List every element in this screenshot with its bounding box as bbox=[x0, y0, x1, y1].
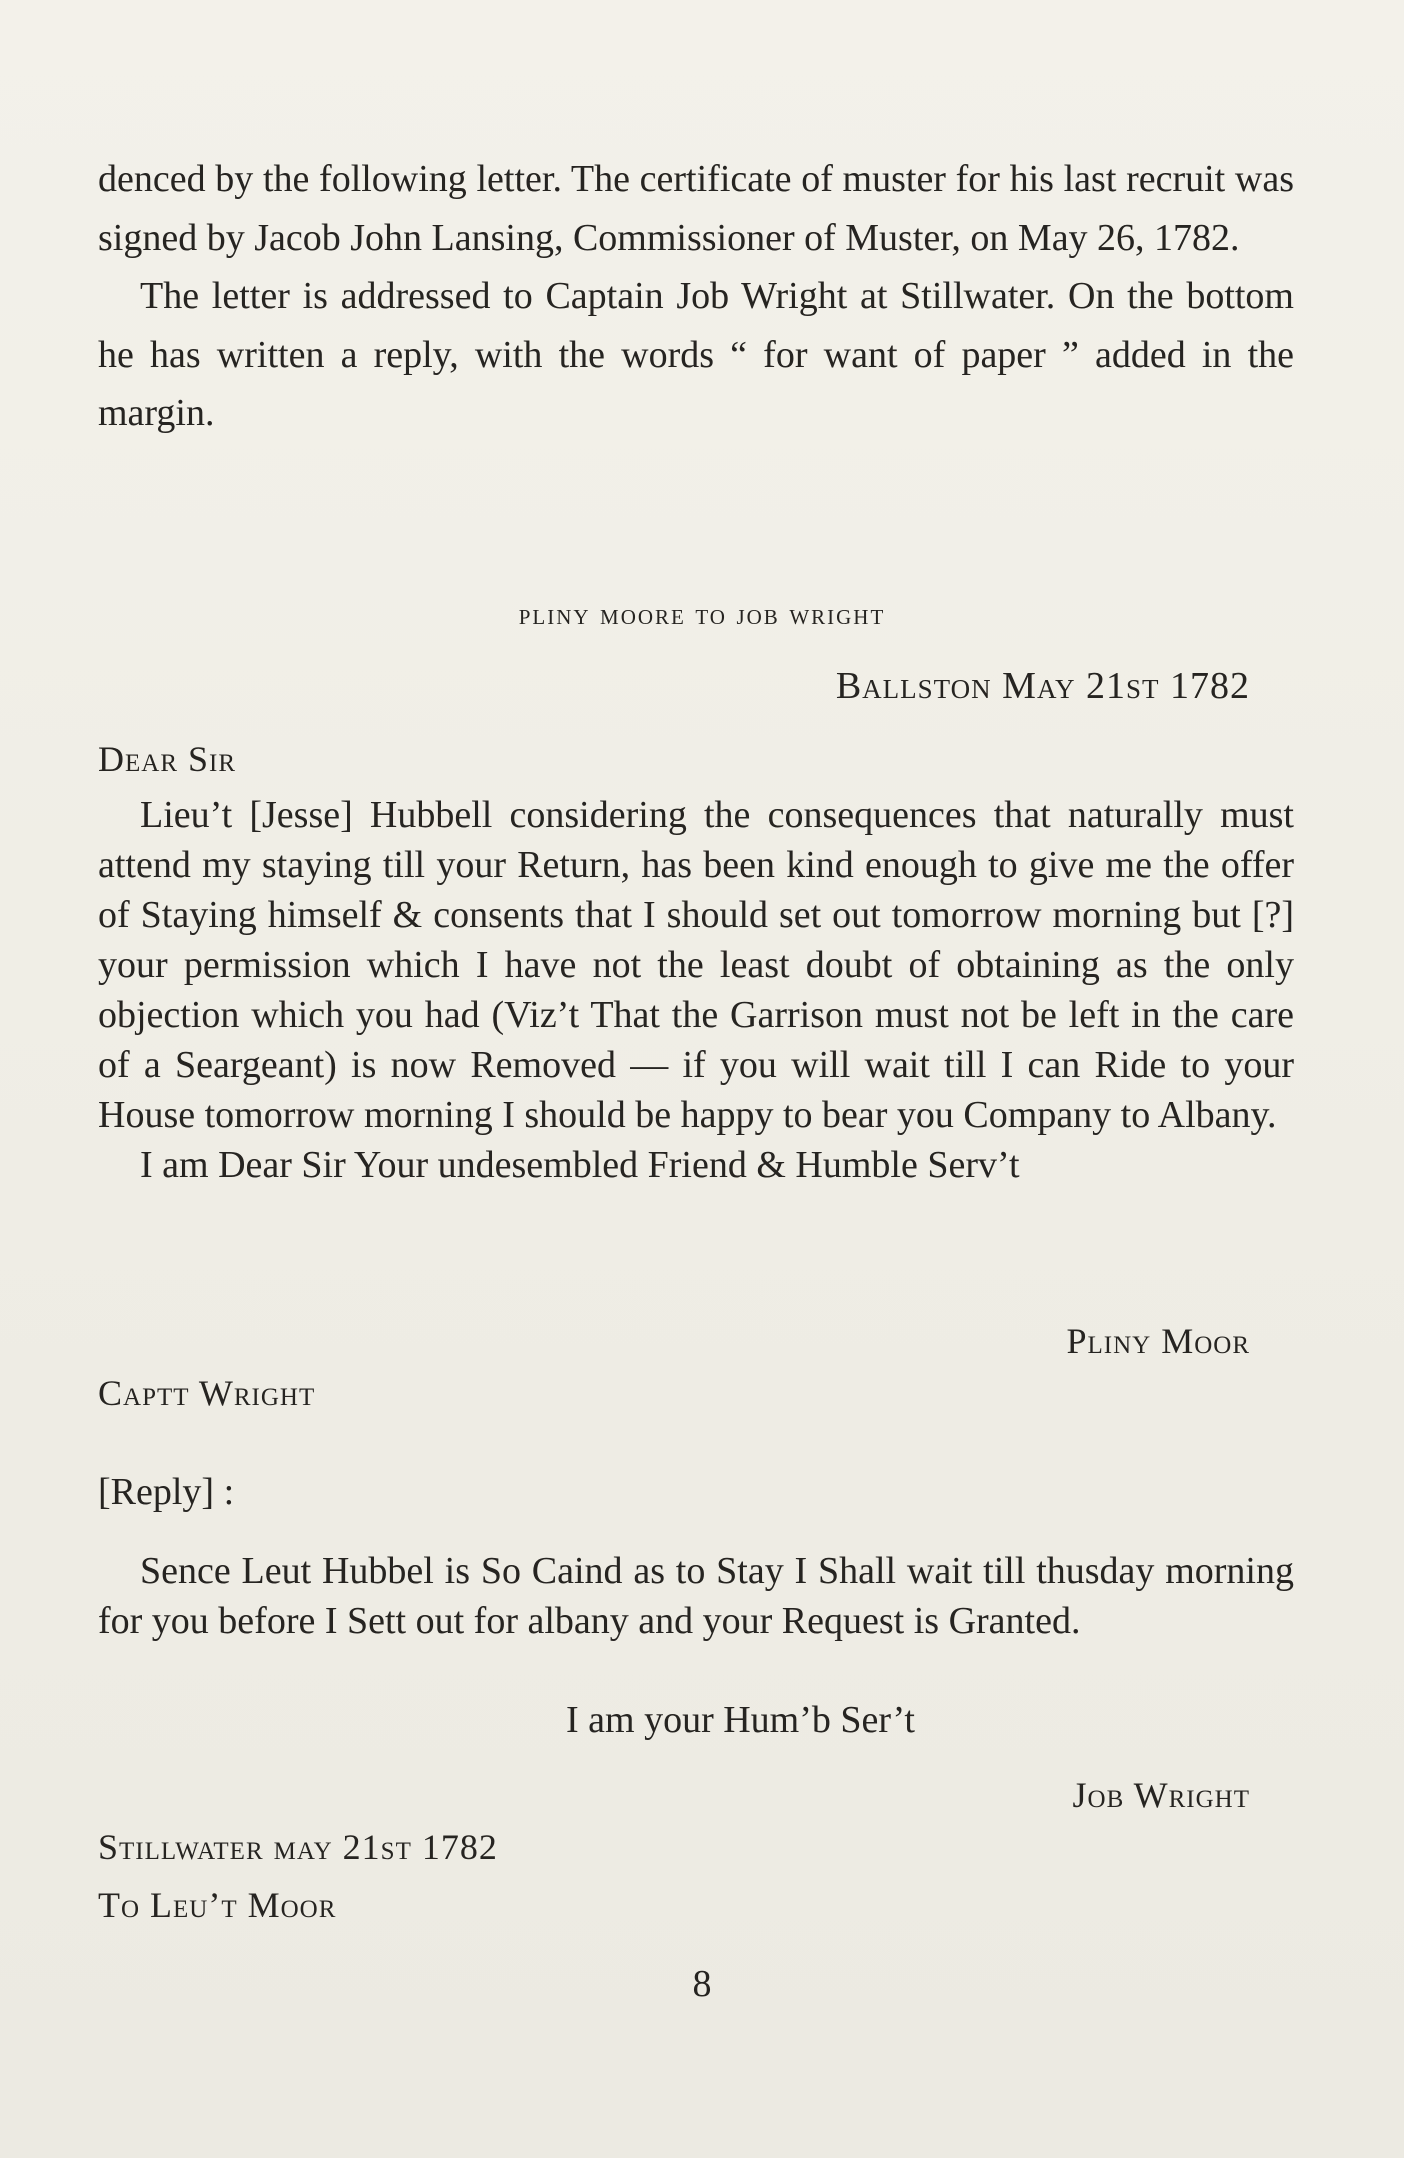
reply-label: [Reply] : bbox=[98, 1471, 235, 1513]
page-number: 8 bbox=[692, 1963, 712, 2005]
reply-body-paragraph: Sence Leut Hubbel is So Caind as to Stay I Shall wait till thusday morning for you before I Sett out for albany and your Request is Granted. bbox=[98, 1550, 1294, 1642]
intro-text bbox=[98, 150, 1294, 443]
reply-closing: I am your Hum’b Ser’t bbox=[566, 1699, 915, 1741]
reply-signature: Job Wright bbox=[1072, 1775, 1250, 1815]
intro-paragraph-2: The letter is addressed to Captain Job Wright at Stillwater. On the bottom he has written a reply, with the words “ for want of paper ” added in the margin. bbox=[98, 275, 1294, 434]
letter-body bbox=[98, 790, 1294, 1190]
reply-place-date: Stillwater may 21st 1782 bbox=[98, 1827, 498, 1867]
letter-body-paragraph: Lieu’t [Jesse] Hubbell considering the consequences that naturally must attend my staying till your Return, has been kind enough to give me the offer of Staying himself & consents that I should set out tomorrow morning but [?] your permission which I have not the least doubt of obtaining as the only objection which you had (Viz’t That the Garrison must not be left in the care of a Seargeant) is now Removed — if you will wait till I can Ride to your House tomorrow morning I should be happy to bear you Company to Albany. bbox=[98, 794, 1294, 1136]
letter-closing: I am Dear Sir Your undesembled Friend & Humble Serv’t bbox=[140, 1144, 1020, 1186]
reply-addressee: To Leu’t Moor bbox=[98, 1885, 337, 1925]
intro-paragraph-1: denced by the following letter. The certificate of muster for his last recruit was signed by Jacob John Lansing, Commissioner of Muster, on May 26, 1782. bbox=[98, 158, 1294, 259]
reply-body bbox=[98, 1546, 1294, 1646]
letter-signature: Pliny Moor bbox=[1066, 1321, 1250, 1361]
letter-title: pliny moore to job wright bbox=[518, 598, 886, 631]
letter-addressee: Captt Wright bbox=[98, 1373, 316, 1413]
letter-dateline: Ballston May 21st 1782 bbox=[835, 665, 1250, 707]
letter-salutation: Dear Sir bbox=[98, 739, 237, 779]
